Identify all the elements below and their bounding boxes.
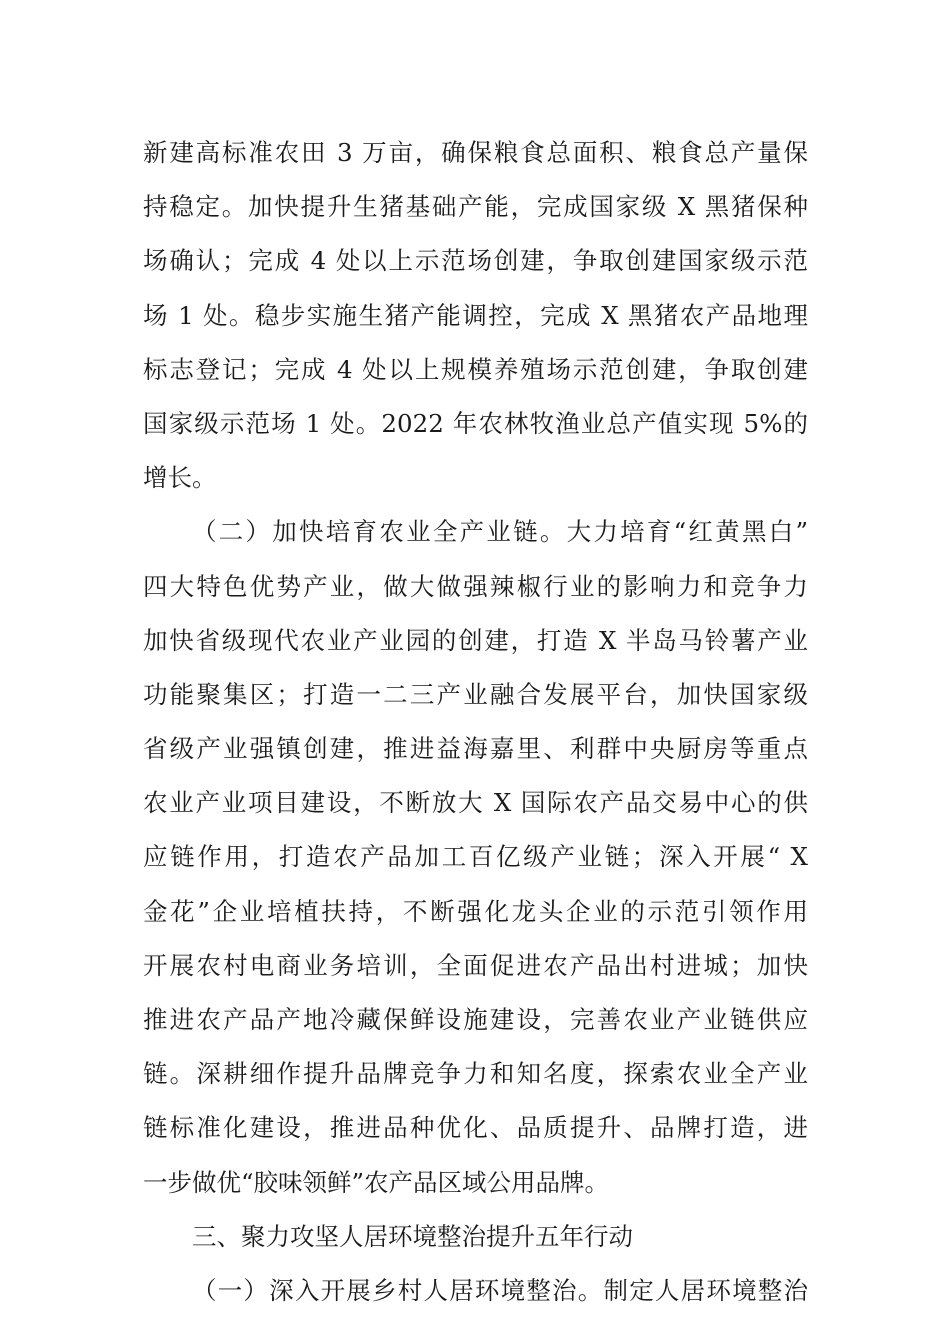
text-line: 应链作用，打造农产品加工百亿级产业链；深入开展“ X: [143, 842, 808, 872]
document-body: [143, 126, 808, 1318]
text-line: 四大特色优势产业，做大做强辣椒行业的影响力和竞争力: [143, 571, 808, 601]
text-line: 场 1 处。稳步实施生猪产能调控，完成 X 黑猪农产品地理: [143, 300, 808, 330]
text-line: 开展农村电商业务培训，全面促进农产品出村进城；加快: [143, 950, 808, 980]
text-line: 金花”企业培植扶持，不断强化龙头企业的示范引领作用: [143, 896, 808, 926]
text-line: 场确认；完成 4 处以上示范场创建，争取创建国家级示范: [143, 246, 808, 276]
text-line: 功能聚集区；打造一二三产业融合发展平台，加快国家级: [143, 679, 808, 709]
text-line: 增长。: [143, 463, 217, 493]
text-line: 新建高标准农田 3 万亩，确保粮食总面积、粮食总产量保: [143, 138, 808, 167]
text-line: 国家级示范场 1 处。2022 年农林牧渔业总产值实现 5%的: [143, 408, 808, 438]
text-line: 推进农产品产地冷藏保鲜设施建设，完善农业产业链供应: [143, 1005, 808, 1034]
paragraph-farmland-livestock: [143, 126, 808, 505]
text-line: 省级产业强镇创建，推进益海嘉里、利群中央厨房等重点: [143, 734, 808, 764]
heading-text: 三、聚力攻坚人居环境整治提升五年行动: [192, 1221, 633, 1251]
paragraph-industry-chain: [143, 505, 808, 1209]
text-line: 链。深耕细作提升品牌竞争力和知名度，探索农业全产业: [143, 1059, 808, 1089]
text-line: 加快省级现代农业产业园的创建，打造 X 半岛马铃薯产业: [143, 625, 808, 655]
text-line: 链标准化建设，推进品种优化、品质提升、品牌打造，进: [143, 1113, 808, 1143]
text-line: 一步做优“胶味领鲜”农产品区域公用品牌。: [143, 1167, 610, 1197]
paragraph-living-environment: [143, 1264, 808, 1318]
text-line: （二）加快培育农业全产业链。大力培育“红黄黑白”: [192, 517, 808, 547]
text-line: 农业产业项目建设，不断放大 X 国际农产品交易中心的供: [143, 788, 808, 818]
text-line: 持稳定。加快提升生猪基础产能，完成国家级 X 黑猪保种: [143, 192, 808, 222]
text-line: （一）深入开展乡村人居环境整治。制定人居环境整治: [192, 1275, 808, 1305]
section-heading: [143, 1210, 808, 1264]
text-line: 标志登记；完成 4 处以上规模养殖场示范创建，争取创建: [143, 354, 808, 384]
